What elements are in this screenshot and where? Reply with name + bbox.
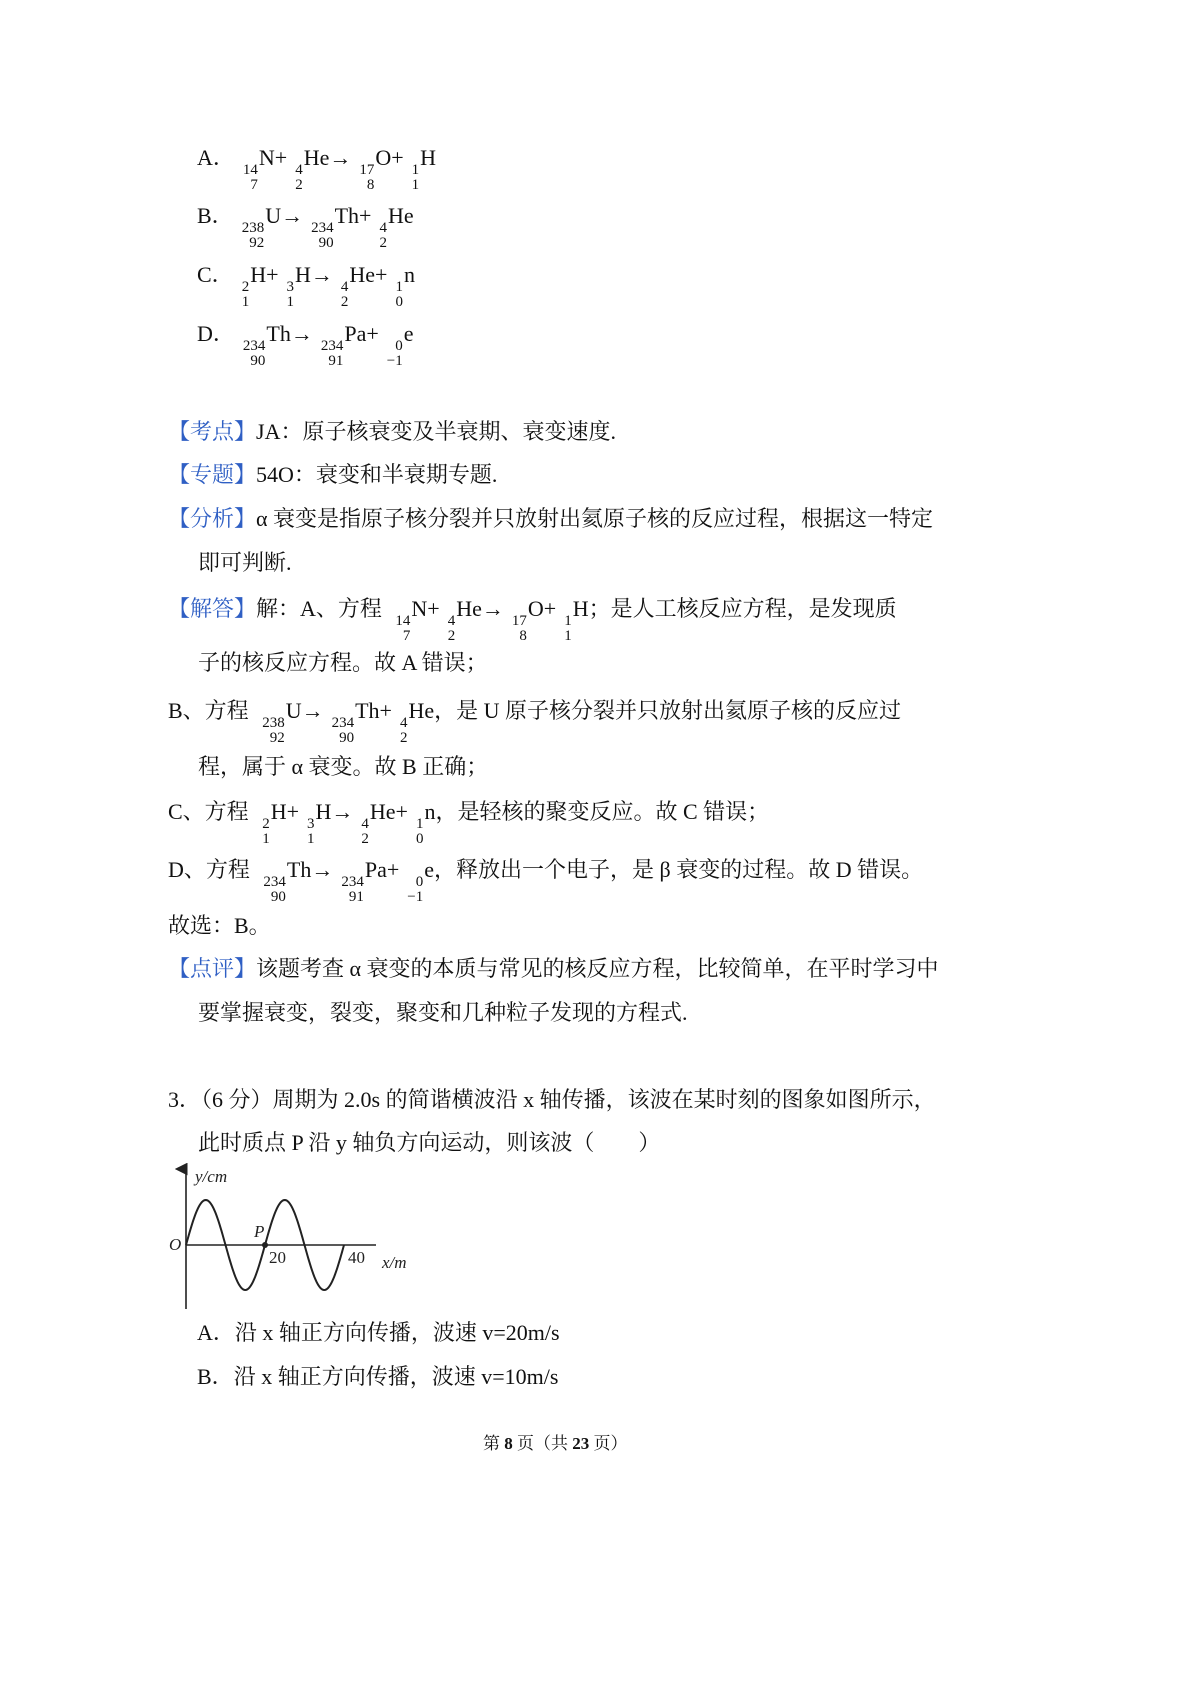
atomic-number: 2 [447, 628, 456, 644]
kaodian-line [168, 418, 616, 446]
atomic-number: 2 [399, 730, 408, 746]
atomic-number: 92 [269, 730, 285, 746]
nuclide [243, 144, 275, 193]
nuclide [400, 697, 434, 746]
jieda-text [256, 596, 897, 644]
atomic-number: 2 [295, 177, 303, 193]
element-symbol: O [527, 596, 544, 621]
nuclide [416, 798, 436, 847]
atomic-number: 0 [395, 294, 403, 310]
q2-option-c [197, 261, 415, 310]
q3-stem-text: 周期为 2.0s 的简谐横波沿 x 轴传播，该波在某时刻的图象如图所示， [272, 1087, 936, 1112]
dianping-continuation: 要掌握衰变，裂变，聚变和几种粒子发现的方程式. [198, 1000, 688, 1025]
nuclide-numbers [243, 339, 266, 369]
element-symbol: H [572, 596, 589, 621]
text-run: + [543, 596, 557, 621]
mass-number: 3 [286, 279, 294, 295]
element-symbol: n [403, 262, 415, 287]
equation [235, 321, 414, 369]
text-run: → [281, 203, 304, 228]
element-symbol: H [420, 145, 437, 170]
option-text: 沿 x 轴正方向传播，波速 v=20m/s [234, 1320, 560, 1345]
nuclide-numbers [395, 614, 410, 644]
element-symbol: Th [286, 857, 312, 882]
footer-total-pages: 23 [572, 1434, 590, 1453]
q2-option-d [197, 320, 414, 369]
text-run: + [359, 203, 372, 228]
atomic-number: 8 [519, 628, 527, 644]
nuclide-numbers [564, 614, 572, 644]
atomic-number: 91 [348, 889, 364, 905]
nuclide-numbers [242, 221, 265, 251]
point-p-dot [262, 1242, 268, 1248]
atomic-number: 7 [402, 628, 411, 644]
text-run: + [386, 857, 400, 882]
nuclide [287, 261, 311, 310]
mass-number: 234 [320, 338, 344, 354]
nuclide-numbers [332, 716, 355, 746]
nuclide [242, 261, 266, 310]
text-run: → [301, 698, 324, 723]
atomic-number: 90 [339, 730, 355, 746]
fenxi-continuation: 即可判断. [198, 550, 292, 575]
element-symbol: H [250, 262, 267, 287]
q3-option-b [197, 1363, 558, 1391]
atomic-number: 0 [415, 831, 424, 847]
nuclide [341, 856, 387, 905]
element-symbol: U [265, 203, 282, 228]
text-run: + [274, 145, 288, 170]
atomic-number: 91 [328, 353, 344, 369]
element-symbol: H [295, 262, 311, 287]
dianping-line [168, 955, 939, 983]
atomic-number: 2 [340, 294, 349, 310]
nuclide [311, 202, 359, 251]
nuclide [321, 320, 367, 369]
text-run: + [366, 321, 379, 346]
mass-number: 234 [242, 338, 266, 354]
mass-number: 1 [395, 279, 403, 295]
nuclide [412, 144, 436, 193]
nuclide-numbers [416, 817, 424, 847]
nuclide-numbers [395, 280, 403, 310]
origin-label: O [169, 1235, 182, 1254]
option-text: 沿 x 轴正方向传播，波速 v=10m/s [233, 1364, 559, 1389]
text-run: 解：A、方程 [256, 596, 388, 621]
fenxi-line [168, 505, 933, 533]
solution-c-line [168, 798, 769, 847]
nuclide-numbers [379, 221, 387, 251]
atomic-number: 1 [411, 177, 420, 193]
text-run: ；是人工核反应方程，是发现质 [588, 596, 897, 621]
text-run: ，是 U 原子核分裂并只放射出氦原子核的反应过 [434, 698, 901, 723]
atomic-number: −1 [407, 889, 424, 905]
jieda-continuation: 子的核反应方程。故 A 错误； [198, 650, 488, 675]
mass-number: 3 [307, 816, 315, 832]
nuclide [332, 697, 380, 746]
x-tick-20: 20 [269, 1248, 286, 1267]
jieda-label: 【解答】 [168, 596, 257, 621]
nuclide [263, 856, 311, 905]
mass-number: 4 [447, 613, 456, 629]
element-symbol: H [315, 799, 332, 824]
q3-option-a [197, 1319, 560, 1347]
nuclide [295, 144, 329, 193]
nuclide-numbers [361, 817, 369, 847]
element-symbol: Pa [344, 321, 367, 346]
mass-number: 234 [263, 874, 286, 890]
text-run: + [266, 262, 279, 287]
option-letter: C． [197, 262, 234, 287]
text-run: C、方程 [168, 799, 255, 824]
option-letter: B． [197, 203, 234, 228]
nuclide [242, 202, 281, 251]
nuclide-numbers [341, 280, 349, 310]
page-footer [483, 1432, 628, 1456]
mass-number: 238 [241, 220, 265, 236]
mass-number: 17 [511, 613, 527, 629]
nuclide-numbers [321, 339, 344, 369]
mass-number: 4 [361, 816, 369, 832]
nuclide [395, 595, 427, 644]
element-symbol: He [303, 145, 330, 170]
text-run: D、方程 [168, 857, 256, 882]
nuclide-numbers [307, 817, 315, 847]
nuclide [379, 202, 413, 251]
text-run: + [379, 698, 392, 723]
text-run: → [290, 321, 313, 346]
kaodian-text: JA：原子核衰变及半衰期、衰变速度. [256, 419, 616, 444]
element-symbol: e [403, 321, 414, 346]
element-symbol: Th [355, 698, 380, 723]
atomic-number: 1 [241, 294, 250, 310]
footer-page-number: 8 [504, 1434, 513, 1453]
text-run: → [481, 596, 504, 621]
nuclide [307, 798, 331, 847]
mass-number: 234 [331, 715, 355, 731]
wave-figure [168, 1163, 418, 1315]
option-letter: A． [197, 1320, 235, 1345]
element-symbol: N [411, 596, 428, 621]
nuclide-numbers [263, 875, 286, 905]
nuclide-numbers [412, 163, 420, 193]
text-run: → [311, 857, 334, 882]
y-axis-label: y/cm [195, 1167, 228, 1186]
element-symbol: n [424, 799, 436, 824]
element-symbol: He [408, 698, 435, 723]
nuclide [243, 320, 291, 369]
atomic-number: 1 [262, 831, 270, 847]
kaodian-label: 【考点】 [168, 419, 257, 444]
element-symbol: U [285, 698, 302, 723]
mass-number: 1 [415, 816, 424, 832]
text-run: + [395, 799, 408, 824]
element-symbol: e [424, 857, 434, 882]
q3-number: 3． [168, 1087, 202, 1112]
zhuanti-label: 【专题】 [168, 462, 257, 487]
mass-number: 17 [359, 162, 375, 178]
answer-line: 故选：B。 [168, 913, 271, 938]
nuclide-numbers [295, 163, 303, 193]
q3-stem-line2: 此时质点 P 沿 y 轴负方向运动，则该波（ ） [198, 1130, 661, 1155]
x-axis-label: x/m [382, 1253, 407, 1272]
text-run: + [391, 145, 404, 170]
x-tick-40: 40 [348, 1248, 365, 1267]
atomic-number: 90 [318, 235, 334, 251]
mass-number: 2 [241, 279, 250, 295]
option-letter: B． [197, 1364, 234, 1389]
element-symbol: He [387, 203, 414, 228]
element-symbol: N [258, 145, 275, 170]
nuclide [448, 595, 482, 644]
text-run: ，是轻核的聚变反应。故 C 错误； [435, 799, 770, 824]
element-symbol: Pa [364, 857, 387, 882]
element-symbol: Th [266, 321, 291, 346]
nuclide-numbers [242, 280, 250, 310]
nuclide [341, 261, 375, 310]
nuclide-numbers [448, 614, 456, 644]
element-symbol: Th [334, 203, 360, 228]
text-run: → [329, 145, 352, 170]
nuclide-numbers [243, 163, 258, 193]
solution-b-line [168, 697, 901, 746]
q2-option-b [197, 202, 414, 251]
equation [234, 203, 414, 251]
zhuanti-text: 54O：衰变和半衰期专题. [256, 462, 498, 487]
mass-number: 14 [242, 162, 258, 178]
nuclide [361, 798, 395, 847]
mass-number: 4 [399, 715, 408, 731]
text-run: ，释放出一个电子，是 β 衰变的过程。故 D 错误。 [434, 857, 924, 882]
jieda-line [168, 595, 897, 644]
mass-number: 14 [395, 613, 411, 629]
atomic-number: 1 [564, 628, 572, 644]
mass-number: 4 [295, 162, 303, 178]
nuclide [564, 595, 588, 644]
option-letter: D． [197, 321, 235, 346]
element-symbol: He [456, 596, 482, 621]
footer-middle: 页（共 [512, 1434, 573, 1453]
nuclide [512, 595, 544, 644]
atomic-number: 92 [249, 235, 265, 251]
text-run: + [375, 262, 388, 287]
nuclide-numbers [341, 875, 364, 905]
nuclide-numbers [512, 614, 527, 644]
dianping-text: 该题考查 α 衰变的本质与常见的核反应方程，比较简单，在平时学习中 [256, 956, 939, 981]
fenxi-text: α 衰变是指原子核分裂并只放射出氦原子核的反应过程，根据这一特定 [256, 506, 934, 531]
element-symbol: H [270, 799, 287, 824]
atomic-number: 7 [250, 177, 258, 193]
mass-number: 4 [379, 220, 387, 236]
nuclide-numbers [262, 817, 270, 847]
solution-d-line [168, 856, 923, 905]
nuclide-numbers [359, 163, 374, 193]
dianping-label: 【点评】 [168, 956, 257, 981]
q2-option-a [197, 144, 436, 193]
text-run: → [310, 262, 333, 287]
nuclide-numbers [387, 339, 403, 369]
mass-number: 1 [411, 162, 420, 178]
nuclide-numbers [262, 716, 285, 746]
atomic-number: 2 [361, 831, 369, 847]
nuclide [262, 798, 286, 847]
nuclide [262, 697, 301, 746]
footer-prefix: 第 [483, 1434, 505, 1453]
atomic-number: 2 [379, 235, 387, 251]
nuclide-numbers [400, 716, 408, 746]
q3-stem-line1 [168, 1086, 936, 1114]
fenxi-label: 【分析】 [168, 506, 257, 531]
mass-number: 0 [415, 874, 424, 890]
mass-number: 234 [341, 874, 364, 890]
element-symbol: O [375, 145, 392, 170]
text-run: → [331, 799, 354, 824]
point-p-label: P [254, 1222, 265, 1241]
solution-b-continuation: 程，属于 α 衰变。故 B 正确； [198, 754, 489, 779]
footer-suffix: 页） [589, 1434, 628, 1453]
atomic-number: −1 [386, 353, 403, 369]
option-letter: A． [197, 145, 235, 170]
atomic-number: 1 [286, 294, 294, 310]
text-run: + [286, 799, 299, 824]
atomic-number: 8 [366, 177, 375, 193]
equation [234, 262, 415, 310]
equation [235, 145, 437, 193]
nuclide-numbers [407, 875, 423, 905]
nuclide-numbers [287, 280, 295, 310]
mass-number: 238 [262, 715, 285, 731]
element-symbol: He [349, 262, 376, 287]
atomic-number: 90 [270, 889, 286, 905]
mass-number: 0 [395, 338, 403, 354]
nuclide-numbers [311, 221, 334, 251]
text-run: + [427, 596, 440, 621]
element-symbol: He [369, 799, 396, 824]
nuclide [359, 144, 391, 193]
nuclide [407, 856, 434, 905]
mass-number: 234 [311, 220, 334, 236]
mass-number: 4 [340, 279, 349, 295]
atomic-number: 90 [250, 353, 266, 369]
mass-number: 2 [262, 816, 270, 832]
atomic-number: 1 [307, 831, 315, 847]
nuclide [395, 261, 415, 310]
text-run: B、方程 [168, 698, 255, 723]
zhuanti-line [168, 461, 497, 489]
nuclide [387, 320, 414, 369]
mass-number: 1 [564, 613, 572, 629]
q3-score: （6 分） [201, 1087, 273, 1112]
